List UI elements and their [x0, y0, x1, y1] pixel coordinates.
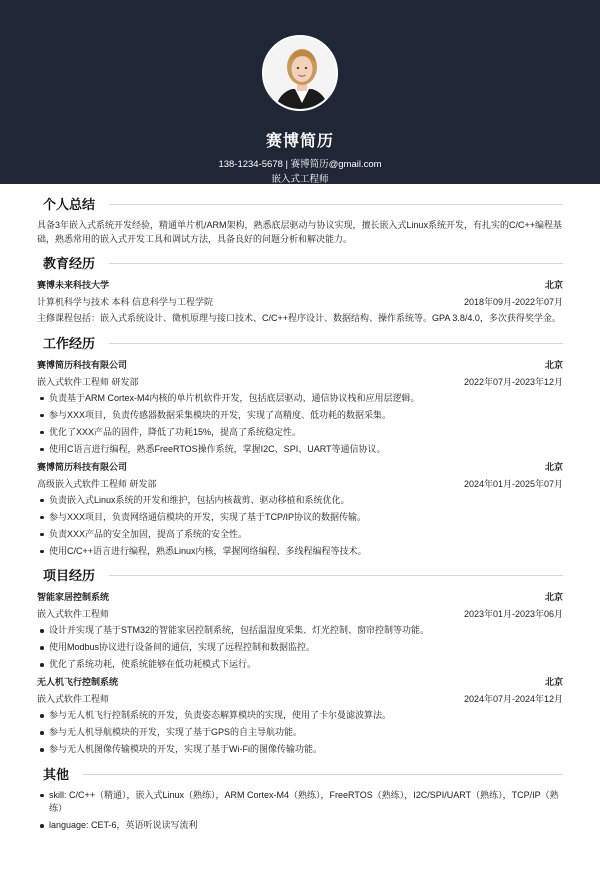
entry-period: 2022年07月-2023年12月	[463, 376, 563, 387]
entry-location: 北京	[544, 592, 563, 602]
entry-header	[37, 460, 563, 474]
language-item: language: CET-6，英语听说读写流利	[37, 819, 563, 833]
bullet-list	[37, 392, 563, 457]
work-entry	[37, 358, 563, 457]
profile-photo	[262, 35, 338, 111]
entry-subheader	[37, 692, 563, 706]
section-divider	[109, 575, 563, 576]
project-entry	[37, 590, 563, 672]
section-divider	[83, 774, 563, 775]
entry-subheader	[37, 477, 563, 491]
entry-period: 2024年07月-2024年12月	[463, 694, 563, 704]
entry-period: 2024年01月-2025年07月	[463, 478, 563, 489]
candidate-name: 赛博简历	[265, 133, 334, 150]
education-row	[37, 295, 563, 309]
entry-position: 嵌入式软件工程师 研发部	[37, 376, 139, 387]
profile-photo-image	[264, 37, 338, 111]
section-title: 工作经历	[43, 335, 96, 351]
bullet-item: 设计并实现了基于STM32的智能家居控制系统，包括温湿度采集、灯光控制、窗帘控制等功能。	[37, 624, 563, 638]
education-row	[37, 278, 563, 292]
work-section	[37, 333, 563, 559]
summary-section	[37, 194, 563, 246]
section-divider	[109, 204, 563, 205]
bullet-item: 使用C/C++语言进行编程，熟悉Linux内核，掌握网络编程、多线程编程等技术。	[37, 545, 563, 559]
education-major: 计算机科学与技术 本科 信息科学与工程学院	[37, 297, 214, 307]
resume-body	[37, 190, 563, 840]
entry-subheader	[37, 607, 563, 621]
bullet-list	[37, 709, 563, 757]
entry-location: 北京	[544, 461, 563, 472]
bullet-list	[37, 494, 563, 559]
entry-position: 嵌入式软件工程师	[37, 609, 110, 619]
other-section	[37, 764, 563, 833]
bullet-item: 负责XXX产品的安全加固，提高了系统的安全性。	[37, 528, 563, 542]
school-name: 赛博未来科技大学	[37, 280, 110, 290]
job-title: 嵌入式工程师	[271, 174, 329, 185]
section-title: 个人总结	[43, 197, 96, 212]
section-divider	[109, 343, 563, 344]
education-period: 2018年09月-2022年07月	[463, 297, 563, 307]
section-header	[37, 194, 563, 213]
entry-position: 高级嵌入式软件工程师 研发部	[37, 478, 157, 489]
entry-location: 北京	[544, 677, 563, 687]
company-name: 赛博简历科技有限公司	[37, 461, 128, 472]
section-header	[37, 764, 563, 783]
section-header	[37, 253, 563, 272]
entry-header	[37, 590, 563, 604]
bullet-item: 使用C语言进行编程，熟悉FreeRTOS操作系统，掌握I2C、SPI、UART等通信协议。	[37, 443, 563, 457]
entry-header	[37, 675, 563, 689]
contact-info: 138-1234-5678 | 赛博简历@gmail.com	[218, 159, 382, 170]
bullet-item: 参与XXX项目，负责传感器数据采集模块的开发，实现了高精度、低功耗的数据采集。	[37, 409, 563, 423]
bullet-item: 负责嵌入式Linux系统的开发和维护，包括内核裁剪、驱动移植和系统优化。	[37, 494, 563, 508]
bullet-item: 使用Modbus协议进行设备间的通信，实现了远程控制和数据监控。	[37, 641, 563, 655]
section-header	[37, 565, 563, 584]
section-title: 项目经历	[43, 568, 96, 583]
bullet-item: 优化了系统功耗，使系统能够在低功耗模式下运行。	[37, 658, 563, 672]
section-header	[37, 333, 563, 352]
education-courses: 主修课程包括：嵌入式系统设计、微机原理与接口技术、C/C++程序设计、数据结构、操作系统等。GPA 3.8/4.0，多次获得奖学金。	[37, 313, 561, 323]
bullet-list	[37, 789, 563, 833]
bullet-list	[37, 624, 563, 672]
projects-section	[37, 565, 563, 757]
section-divider	[109, 263, 563, 264]
project-entry	[37, 675, 563, 757]
bullet-item: 参与无人机导航模块的开发，实现了基于GPS的自主导航功能。	[37, 726, 563, 740]
entry-position: 嵌入式软件工程师	[37, 694, 110, 704]
resume-header	[0, 0, 600, 184]
bullet-item: 负责基于ARM Cortex-M4内核的单片机软件开发，包括底层驱动、通信协议栈和应用层逻辑。	[37, 392, 563, 406]
school-location: 北京	[544, 280, 563, 290]
company-name: 赛博简历科技有限公司	[37, 359, 128, 370]
skill-item: skill: C/C++（精通），嵌入式Linux（熟练），ARM Cortex-M4（熟练），FreeRTOS（熟练），I2C/SPI/UART（熟练），TCP/IP（熟练）	[37, 789, 563, 816]
entry-location: 北京	[544, 359, 563, 370]
entry-subheader	[37, 375, 563, 389]
bullet-item: 参与无人机飞行控制系统的开发，负责姿态解算模块的实现，使用了卡尔曼滤波算法。	[37, 709, 563, 723]
summary-text: 具备3年嵌入式系统开发经验，精通单片机/ARM架构，熟悉底层驱动与协议实现，擅长嵌入式Linux系统开发，有扎实的C/C++编程基础，熟悉常用的嵌入式开发工具和调试方法，具备良好的问题分析和解决能力。	[37, 220, 563, 244]
project-name: 智能家居控制系统	[37, 592, 110, 602]
work-entry	[37, 460, 563, 559]
education-section	[37, 253, 563, 326]
entry-period: 2023年01月-2023年06月	[463, 609, 563, 619]
section-title: 其他	[43, 766, 70, 782]
section-title: 教育经历	[43, 256, 96, 271]
entry-header	[37, 358, 563, 372]
bullet-item: 参与无人机图像传输模块的开发，实现了基于Wi-Fi的图像传输功能。	[37, 743, 563, 757]
project-name: 无人机飞行控制系统	[37, 677, 119, 687]
bullet-item: 参与XXX项目，负责网络通信模块的开发，实现了基于TCP/IP协议的数据传输。	[37, 511, 563, 525]
bullet-item: 优化了XXX产品的固件，降低了功耗15%，提高了系统稳定性。	[37, 426, 563, 440]
